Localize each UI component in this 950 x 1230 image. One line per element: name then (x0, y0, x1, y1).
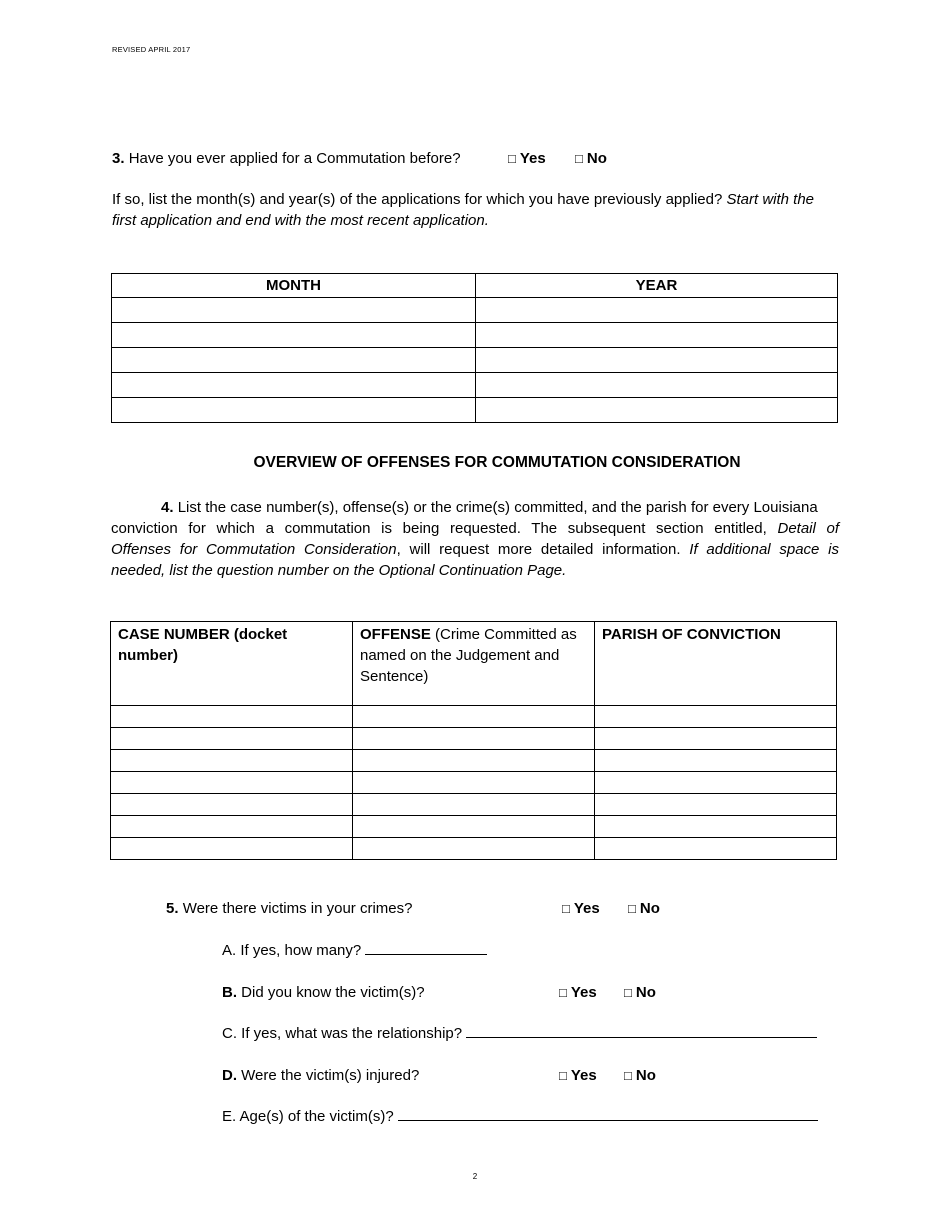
question-5 (166, 898, 412, 919)
parish-cell[interactable] (595, 772, 837, 794)
offense-cell[interactable] (353, 750, 595, 772)
offenses-table (110, 621, 837, 860)
question-3-text: Have you ever applied for a Commutation before? (128, 150, 461, 167)
question-4-line-4: needed, list the question number on the Optional Continuation Page. (111, 562, 567, 579)
offense-cell[interactable] (353, 772, 595, 794)
year-cell[interactable] (476, 373, 838, 398)
parish-cell[interactable] (595, 728, 837, 750)
checkbox-icon[interactable]: □ (628, 901, 636, 916)
question-5d: D. Were the victim(s) injured? (222, 1067, 420, 1084)
case-number-header: CASE NUMBER (docket number) (111, 622, 353, 706)
case-number-cell[interactable] (111, 794, 353, 816)
checkbox-icon[interactable]: □ (624, 1068, 632, 1083)
relationship-field[interactable] (466, 1037, 817, 1038)
parish-cell[interactable] (595, 706, 837, 728)
question-3-no-option[interactable] (575, 148, 607, 169)
applications-table (111, 273, 838, 423)
offense-cell[interactable] (353, 838, 595, 860)
victim-age-field[interactable] (398, 1120, 818, 1121)
question-5-no-option[interactable]: □ No (628, 900, 660, 917)
no-label: No (586, 150, 607, 167)
case-number-cell[interactable] (111, 750, 353, 772)
offense-cell[interactable] (353, 794, 595, 816)
month-header: MONTH (112, 274, 476, 298)
revision-date: REVISED APRIL 2017 (112, 45, 191, 54)
checkbox-icon[interactable]: □ (559, 985, 567, 1000)
case-number-cell[interactable] (111, 772, 353, 794)
question-5d-text: Were the victim(s) injured? (241, 1067, 420, 1084)
question-5a-text: A. If yes, how many? (222, 942, 362, 959)
question-4-number: 4. (161, 499, 174, 516)
offense-cell[interactable] (353, 706, 595, 728)
year-cell[interactable] (476, 348, 838, 373)
table-row (111, 816, 837, 838)
question-5e-text: E. Age(s) of the victim(s)? (222, 1108, 394, 1125)
question-5d-yes-option[interactable]: □ Yes (559, 1067, 597, 1084)
question-3-yes-option[interactable] (508, 148, 546, 169)
case-number-cell[interactable] (111, 728, 353, 750)
followup-text: If so, list the month(s) and year(s) of the applications for which you have previously applied? (112, 191, 723, 208)
question-5e (222, 1106, 818, 1127)
month-cell[interactable] (112, 373, 476, 398)
checkbox-icon[interactable]: □ (575, 151, 583, 166)
case-number-cell[interactable] (111, 816, 353, 838)
question-3 (112, 148, 461, 169)
checkbox-icon[interactable]: □ (624, 985, 632, 1000)
question-5b-text: Did you know the victim(s)? (241, 984, 425, 1001)
parish-cell[interactable] (595, 750, 837, 772)
question-5b: B. Did you know the victim(s)? (222, 984, 425, 1001)
parish-header: PARISH OF CONVICTION (595, 622, 837, 706)
offense-cell[interactable] (353, 728, 595, 750)
checkbox-icon[interactable]: □ (562, 901, 570, 916)
page-number: 2 (472, 1172, 478, 1181)
table-row (111, 750, 837, 772)
parish-cell[interactable] (595, 816, 837, 838)
table-row (111, 794, 837, 816)
month-cell[interactable] (112, 323, 476, 348)
table-row (112, 348, 838, 373)
year-header: YEAR (476, 274, 838, 298)
offense-header: OFFENSE (Crime Committed as named on the Judgement and Sentence) (353, 622, 595, 706)
month-cell[interactable] (112, 348, 476, 373)
month-cell[interactable] (112, 298, 476, 323)
question-5d-no-option[interactable]: □ No (624, 1067, 656, 1084)
question-4-line-3-italic: Offenses for Commutation Consideration (111, 541, 397, 558)
victim-count-field[interactable] (365, 954, 487, 955)
question-5a (222, 940, 487, 961)
case-number-cell[interactable] (111, 706, 353, 728)
year-cell[interactable] (476, 398, 838, 423)
table-row (112, 323, 838, 348)
question-4-line-3: , will request more detailed information. (396, 541, 681, 558)
checkbox-icon[interactable]: □ (559, 1068, 567, 1083)
table-row (111, 728, 837, 750)
table-row (112, 373, 838, 398)
section-title: OVERVIEW OF OFFENSES FOR COMMUTATION CONSIDERATION (253, 454, 741, 471)
question-5c (222, 1023, 817, 1044)
question-4-line-3-italic-end: If additional space is (689, 541, 839, 558)
parish-cell[interactable] (595, 794, 837, 816)
question-4-line-2-italic: Detail of (777, 520, 840, 537)
yes-label: Yes (519, 150, 546, 167)
table-row (111, 772, 837, 794)
case-number-cell[interactable] (111, 838, 353, 860)
question-4-line-2: conviction for which a commutation is being requested. The subsequent section entitled, (111, 520, 767, 537)
month-cell[interactable] (112, 398, 476, 423)
year-cell[interactable] (476, 323, 838, 348)
table-row (112, 398, 838, 423)
question-5-yes-option[interactable]: □ Yes (562, 900, 600, 917)
question-5b-no-option[interactable]: □ No (624, 984, 656, 1001)
question-5b-yes-option[interactable]: □ Yes (559, 984, 597, 1001)
year-cell[interactable] (476, 298, 838, 323)
followup-instruction-1: Start with the (726, 191, 815, 208)
question-4 (111, 497, 839, 581)
question-5-number: 5. (166, 900, 179, 917)
question-5c-text: C. If yes, what was the relationship? (222, 1025, 463, 1042)
table-row (111, 838, 837, 860)
parish-cell[interactable] (595, 838, 837, 860)
question-3-followup (112, 189, 857, 231)
question-4-line-1: List the case number(s), offense(s) or the crime(s) committed, and the parish for every Louisiana (177, 499, 818, 516)
question-3-number: 3. (112, 150, 125, 167)
checkbox-icon[interactable]: □ (508, 151, 516, 166)
offense-cell[interactable] (353, 816, 595, 838)
table-row (112, 298, 838, 323)
table-row (111, 706, 837, 728)
question-5-text: Were there victims in your crimes? (182, 900, 413, 917)
followup-instruction-2: first application and end with the most recent application. (112, 212, 489, 229)
